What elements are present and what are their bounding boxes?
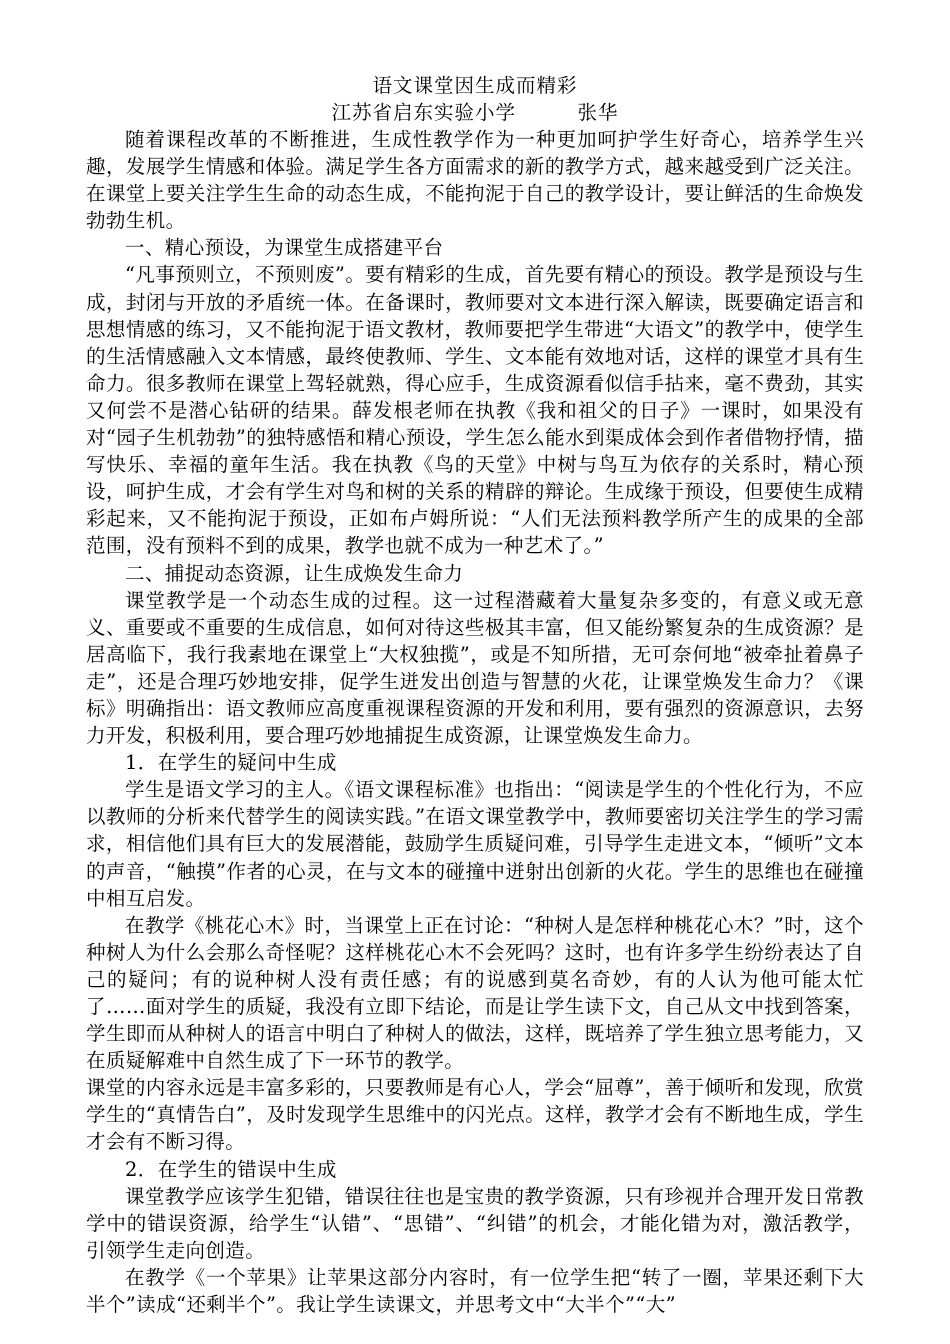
document-title: 语文课堂因生成而精彩	[372, 74, 578, 97]
paragraph: 课堂教学应该学生犯错，错误往往也是宝贵的教学资源，只有珍视并合理开发日常教学中的错误资源，给学生“认错”、“思错”、“纠错”的机会，才能化错为对，激活教学，引领学生走向创造。	[86, 1184, 864, 1262]
paragraph: 在教学《一个苹果》让苹果这部分内容时，有一位学生把“转了一圈，苹果还剩下大半个”读成“还剩半个”。我让学生读课文，并思考文中“大半个”“大”	[86, 1265, 864, 1317]
section-heading: 一、精心预设，为课堂生成搭建平台	[125, 236, 444, 260]
section-heading: 二、捕捉动态资源，让生成焕发生命力	[125, 561, 464, 585]
paragraph: 课堂的内容永远是丰富多彩的，只要教师是有心人，学会“屈尊”，善于倾听和发现，欣赏学生的“真情告白”，及时发现学生思维中的闪光点。这样，教学才会有不断地生成，学生才会有不断习得。	[86, 1076, 864, 1154]
subsection-heading: 2．在学生的错误中生成	[125, 1157, 337, 1181]
subsection-heading: 1．在学生的疑问中生成	[125, 751, 337, 775]
author-line: 江苏省启东实验小学 张华	[331, 101, 619, 124]
paragraph: 在教学《桃花心木》时，当课堂上正在讨论：“种树人是怎样种桃花心木？”时，这个种树人为什么会那么奇怪呢？这样桃花心木不会死吗？这时，也有许多学生纷纷表达了自己的疑问；有的说种树人没有责任感；有的说感到莫名奇妙，有的人认为他可能太忙了……面对学生的质疑，我没有立即下结论，而是让学生读下文，自己从文中找到答案，学生即而从种树人的语言中明白了种树人的做法，这样，既培养了学生独立思考能力，又在质疑解难中自然生成了下一环节的教学。	[86, 913, 864, 1073]
paragraph: 随着课程改革的不断推进，生成性教学作为一种更加呵护学生好奇心，培养学生兴趣，发展学生情感和体验。满足学生各方面需求的新的教学方式，越来越受到广泛关注。在课堂上要关注学生生命的动态生成，不能拘泥于自己的教学设计，要让鲜活的生命焕发勃勃生机。	[86, 128, 864, 233]
paragraph: 课堂教学是一个动态生成的过程。这一过程潜藏着大量复杂多变的，有意义或无意义、重要或不重要的生成信息，如何对待这些极其丰富，但又能纷繁复杂的生成资源？是居高临下，我行我素地在课堂上“大权独揽”，或是不知所措，无可奈何地“被牵扯着鼻子走”，还是合理巧妙地安排，促学生迸发出创造与智慧的火花，让课堂焕发生命力？《课标》明确指出：语文教师应高度重视课程资源的开发和利用，要有强烈的资源意识，去努力开发，积极利用，要合理巧妙地捕捉生成资源，让课堂焕发生命力。	[86, 588, 864, 748]
paragraph: 学生是语文学习的主人。《语文课程标准》也指出：“阅读是学生的个性化行为，不应以教师的分析来代替学生的阅读实践。”在语文课堂教学中，教师要密切关注学生的学习需求，相信他们具有巨大的发展潜能，鼓励学生质疑问难，引导学生走进文本，“倾听”文本的声音，“触摸”作者的心灵，在与文本的碰撞中迸射出创新的火花。学生的思维也在碰撞中相互启发。	[86, 778, 864, 910]
paragraph: “凡事预则立，不预则废”。要有精彩的生成，首先要有精心的预设。教学是预设与生成，封闭与开放的矛盾统一体。在备课时，教师要对文本进行深入解读，既要确定语言和思想情感的练习，又不能拘泥于语文教材，教师要把学生带进“大语文”的教学中，使学生的生活情感融入文本情感，最终使教师、学生、文本能有效地对话，这样的课堂才具有生命力。很多教师在课堂上驾轻就熟，得心应手，生成资源看似信手拈来，毫不费劲，其实又何尝不是潜心钻研的结果。薛发根老师在执教《我和祖父的日子》一课时，如果没有对“园子生机勃勃”的独特感悟和精心预设，学生怎么能水到渠成体会到作者借物抒情，描写快乐、幸福的童年生活。我在执教《鸟的天堂》中树与鸟互为依存的关系时，精心预设，呵护生成，才会有学生对鸟和树的关系的精辟的辩论。生成缘于预设，但要使生成精彩起来，又不能拘泥于预设，正如布卢姆所说：“人们无法预料教学所产生的成果的全部范围，没有预料不到的成果，教学也就不成为一种艺术了。”	[86, 263, 864, 558]
